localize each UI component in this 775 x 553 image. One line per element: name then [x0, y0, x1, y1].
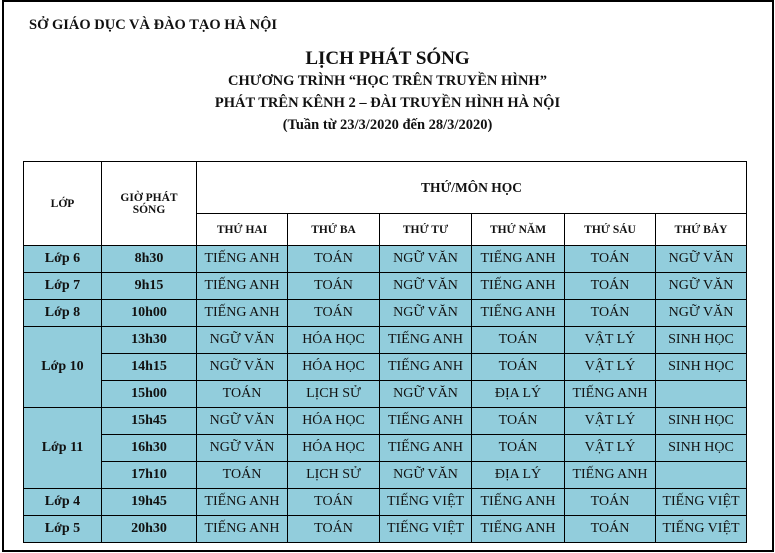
table-row: [24, 489, 747, 516]
subject-cell: TOÁN: [472, 327, 565, 354]
subject-cell: TIẾNG VIỆT: [380, 516, 472, 543]
subject-cell: TOÁN: [472, 435, 565, 462]
air-time-cell: 10h00: [102, 300, 197, 327]
table-row: [24, 327, 747, 354]
subject-cell: HÓA HỌC: [288, 327, 380, 354]
table-row: [24, 408, 747, 435]
schedule-body: [24, 246, 747, 543]
air-time-cell: 14h15: [102, 354, 197, 381]
subject-cell: TOÁN: [565, 246, 656, 273]
subject-cell: LỊCH SỬ: [288, 381, 380, 408]
subject-cell: HÓA HỌC: [288, 435, 380, 462]
subject-cell: TOÁN: [288, 489, 380, 516]
subject-cell: NGỮ VĂN: [380, 246, 472, 273]
air-time-cell: 19h45: [102, 489, 197, 516]
air-time-cell: 17h10: [102, 462, 197, 489]
subject-cell: TOÁN: [288, 246, 380, 273]
subject-cell: SINH HỌC: [656, 408, 747, 435]
subject-cell: TIẾNG ANH: [472, 246, 565, 273]
subject-cell: TOÁN: [565, 489, 656, 516]
table-row: [24, 435, 747, 462]
class-cell: Lớp 4: [24, 489, 102, 516]
air-time-header-line1: GIỜ PHÁT: [120, 191, 178, 204]
subject-cell: NGỮ VĂN: [656, 300, 747, 327]
document-title: LỊCH PHÁT SÓNG: [305, 48, 470, 69]
table-row: [24, 381, 747, 408]
air-time-cell: 13h30: [102, 327, 197, 354]
subject-cell: TOÁN: [288, 273, 380, 300]
table-row: [24, 354, 747, 381]
subject-cell: TIẾNG ANH: [197, 273, 288, 300]
column-header-day: THỨ BA: [288, 214, 380, 246]
class-cell: Lớp 10: [24, 327, 102, 408]
table-row: [24, 273, 747, 300]
subject-cell: HÓA HỌC: [288, 354, 380, 381]
subject-cell: NGỮ VĂN: [380, 273, 472, 300]
subject-cell: TIẾNG ANH: [565, 462, 656, 489]
subject-cell: SINH HỌC: [656, 435, 747, 462]
subject-cell: ĐỊA LÝ: [472, 462, 565, 489]
subject-cell: SINH HỌC: [656, 354, 747, 381]
schedule-table: [23, 161, 747, 543]
subject-cell: NGỮ VĂN: [197, 354, 288, 381]
class-cell: Lớp 11: [24, 408, 102, 489]
subject-cell: HÓA HỌC: [288, 408, 380, 435]
table-row: [24, 300, 747, 327]
subject-cell: TIẾNG ANH: [380, 435, 472, 462]
subject-cell: SINH HỌC: [656, 327, 747, 354]
table-row: [24, 246, 747, 273]
column-header-air-time: [102, 162, 197, 246]
subject-cell: TIẾNG ANH: [197, 516, 288, 543]
subject-cell: NGỮ VĂN: [656, 246, 747, 273]
column-header-day: THỨ NĂM: [472, 214, 565, 246]
air-time-cell: 15h00: [102, 381, 197, 408]
subject-cell: TIẾNG ANH: [380, 354, 472, 381]
subject-cell: [656, 381, 747, 408]
subject-cell: TIẾNG ANH: [380, 327, 472, 354]
week-range: (Tuần từ 23/3/2020 đến 28/3/2020): [282, 117, 493, 133]
subject-cell: LỊCH SỬ: [288, 462, 380, 489]
subject-cell: TOÁN: [472, 354, 565, 381]
subject-cell: TIẾNG ANH: [472, 273, 565, 300]
class-cell: Lớp 5: [24, 516, 102, 543]
subject-cell: VẬT LÝ: [565, 354, 656, 381]
organization-name: SỞ GIÁO DỤC VÀ ĐÀO TẠO HÀ NỘI: [29, 17, 278, 33]
subject-cell: VẬT LÝ: [565, 435, 656, 462]
column-header-day: THỨ TƯ: [380, 214, 472, 246]
subject-cell: VẬT LÝ: [565, 327, 656, 354]
column-header-day: THỨ HAI: [197, 214, 288, 246]
subject-cell: NGỮ VĂN: [380, 300, 472, 327]
subject-cell: TOÁN: [565, 300, 656, 327]
subject-cell: NGỮ VĂN: [380, 381, 472, 408]
subject-cell: [656, 462, 747, 489]
column-header-day: THỨ BẢY: [656, 214, 747, 246]
subject-cell: TIẾNG ANH: [472, 489, 565, 516]
subject-cell: NGỮ VĂN: [197, 327, 288, 354]
subject-cell: TIẾNG VIỆT: [656, 516, 747, 543]
class-cell: Lớp 6: [24, 246, 102, 273]
subject-cell: TIẾNG VIỆT: [380, 489, 472, 516]
column-header-day: THỨ SÁU: [565, 214, 656, 246]
channel-info: PHÁT TRÊN KÊNH 2 – ĐÀI TRUYỀN HÌNH HÀ NỘI: [214, 95, 561, 111]
subject-cell: TOÁN: [288, 516, 380, 543]
program-name: CHƯƠNG TRÌNH “HỌC TRÊN TRUYỀN HÌNH”: [228, 73, 547, 89]
subject-cell: TOÁN: [288, 300, 380, 327]
column-header-class: LỚP: [24, 162, 102, 246]
air-time-cell: 8h30: [102, 246, 197, 273]
air-time-header-line2: SÓNG: [132, 203, 166, 216]
air-time-cell: 15h45: [102, 408, 197, 435]
column-group-header-day-subject: THỨ/MÔN HỌC: [197, 162, 747, 214]
subject-cell: TIẾNG ANH: [565, 381, 656, 408]
subject-cell: TIẾNG ANH: [472, 300, 565, 327]
subject-cell: TIẾNG ANH: [197, 246, 288, 273]
subject-cell: VẬT LÝ: [565, 408, 656, 435]
subject-cell: NGỮ VĂN: [656, 273, 747, 300]
subject-cell: TIẾNG ANH: [380, 408, 472, 435]
subject-cell: TOÁN: [197, 462, 288, 489]
subject-cell: NGỮ VĂN: [380, 462, 472, 489]
table-row: [24, 516, 747, 543]
subject-cell: NGỮ VĂN: [197, 435, 288, 462]
subject-cell: TOÁN: [197, 381, 288, 408]
table-row: [24, 462, 747, 489]
subject-cell: TOÁN: [472, 408, 565, 435]
subject-cell: TIẾNG ANH: [197, 300, 288, 327]
air-time-cell: 20h30: [102, 516, 197, 543]
subject-cell: TIẾNG ANH: [197, 489, 288, 516]
air-time-cell: 16h30: [102, 435, 197, 462]
subject-cell: NGỮ VĂN: [197, 408, 288, 435]
subject-cell: TIẾNG ANH: [472, 516, 565, 543]
subject-cell: TIẾNG VIỆT: [656, 489, 747, 516]
subject-cell: TOÁN: [565, 516, 656, 543]
air-time-cell: 9h15: [102, 273, 197, 300]
subject-cell: TOÁN: [565, 273, 656, 300]
subject-cell: ĐỊA LÝ: [472, 381, 565, 408]
class-cell: Lớp 7: [24, 273, 102, 300]
class-cell: Lớp 8: [24, 300, 102, 327]
